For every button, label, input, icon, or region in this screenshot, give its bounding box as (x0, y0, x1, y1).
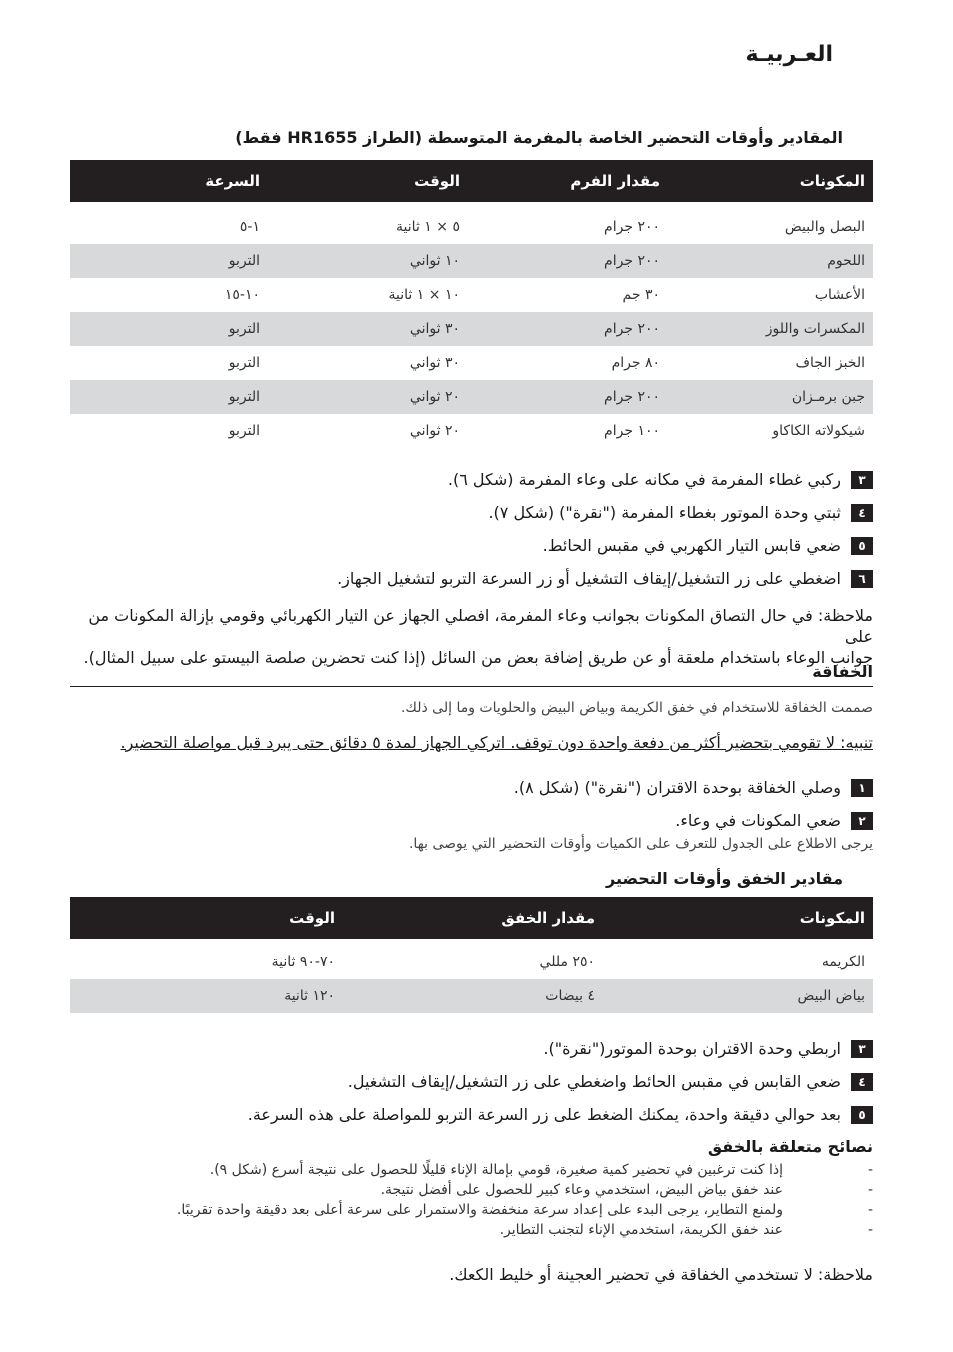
cell-amount: ٢٠٠ جرام (468, 380, 668, 414)
whisk-heading: الخفاقة (812, 662, 873, 681)
step-text: اضغطي على زر التشغيل/إيقاف التشغيل أو زر السرعة التربو لتشغيل الجهاز. (337, 569, 841, 588)
whisk-steps-a (70, 771, 873, 837)
step-item (70, 771, 873, 804)
whisk-intro: صممت الخفاقة للاستخدام في خفق الكريمة وبياض البيض والحلويات وما إلى ذلك. (400, 700, 873, 716)
cell-speed: التربو (70, 244, 268, 278)
cell-time: ٥ × ١ ثانية (396, 219, 460, 235)
col-amount: مقدار الخفق (343, 897, 603, 939)
table-row (70, 312, 873, 346)
step-number: ٣ (851, 1040, 873, 1058)
step-item (70, 496, 873, 529)
step-text: ركبي غطاء المفرمة في مكانه على وعاء المفرمة (شكل ٦). (447, 470, 841, 489)
step-text: اربطي وحدة الاقتران بوحدة الموتور("نقرة"). (543, 1039, 841, 1058)
table-row (70, 945, 873, 979)
cell-speed: ١٠-١٥ (224, 287, 260, 303)
note-line-2: جوانب الوعاء باستخدام ملعقة أو عن طريق إضافة بعض من السائل (إذا كنت تحضرين صلصة البيستو على سبيل المثال). (83, 648, 873, 667)
table-row (70, 380, 873, 414)
step-text: ضعي المكونات في وعاء. (675, 811, 841, 830)
table-row (70, 244, 873, 278)
step-number: ٥ (851, 1106, 873, 1124)
whisk-refer: يرجى الاطلاع على الجدول للتعرف على الكميات وأوقات التحضير التي يوصى بها. (408, 836, 873, 852)
chopper-table-title: المقادير وأوقات التحضير الخاصة بالمفرمة المتوسطة (الطراز HR1655 فقط) (235, 128, 843, 147)
whisk-table (70, 897, 873, 1013)
cell-time: ٢٠ ثواني (268, 380, 468, 414)
step-item (70, 1032, 873, 1065)
cell-speed: التربو (70, 312, 268, 346)
cell-ingredient: جبن برمـزان (668, 380, 873, 414)
cell-amount: ٤ بيضات (343, 979, 603, 1013)
step-number: ٢ (851, 812, 873, 830)
cell-ingredient: اللحوم (668, 244, 873, 278)
chopper-note (70, 605, 873, 668)
tips-list (70, 1160, 873, 1240)
cell-speed: التربو (228, 355, 260, 371)
step-text: وصلي الخفاقة بوحدة الاقتران ("نقرة") (شكل ٨). (513, 778, 841, 797)
list-item: - عند خفق بياض البيض، استخدمي وعاء كبير للحصول على أفضل نتيجة. (70, 1180, 873, 1200)
step-number: ٣ (851, 471, 873, 489)
col-amount: مقدار الفرم (468, 160, 668, 202)
cell-time: ١٠ × ١ ثانية (388, 287, 460, 303)
cell-time: ٣٠ ثواني (409, 355, 460, 371)
table-row (70, 979, 873, 1013)
cell-ingredient: الخبز الجاف (795, 355, 865, 371)
cell-time: ٣٠ ثواني (268, 312, 468, 346)
table-row (70, 210, 873, 244)
list-item: - عند خفق الكريمة، استخدمي الإناء لتجنب التطاير. (70, 1220, 873, 1240)
cell-amount: ١٠٠ جرام (604, 423, 660, 439)
step-item (70, 463, 873, 496)
manual-page (70, 0, 873, 1352)
list-item: - ولمنع التطاير، يرجى البدء على إعداد سرعة منخفضة والاستمرار على سرعة أعلى بعد دقيقة واحدة تقريبًا. (70, 1200, 873, 1220)
whisk-steps-b (70, 1032, 873, 1131)
table-row (70, 414, 873, 448)
col-time: الوقت (70, 897, 343, 939)
table-row (70, 278, 873, 312)
col-time: الوقت (268, 160, 468, 202)
heading-divider (70, 686, 873, 687)
cell-amount: ٢٥٠ مللي (539, 954, 595, 970)
cell-ingredient: البصل والبيض (784, 219, 865, 235)
step-number: ٤ (851, 1073, 873, 1091)
cell-amount: ٨٠ جرام (611, 355, 660, 371)
tips-title: نصائح متعلقة بالخفق (707, 1137, 873, 1156)
cell-ingredient: الأعشاب (814, 287, 865, 303)
table-row (70, 346, 873, 380)
note-line-1: ملاحظة: في حال التصاق المكونات بجوانب وعاء المفرمة، افصلي الجهاز عن التيار الكهربائي وقومي بإزالة المكونات من على (88, 606, 873, 646)
final-note: ملاحظة: لا تستخدمي الخفاقة في تحضير العجينة أو خليط الكعك. (449, 1265, 873, 1284)
cell-amount: ٣٠ جم (622, 287, 660, 303)
step-text: ثبتي وحدة الموتور بغطاء المفرمة ("نقرة") (شكل ٧). (488, 503, 841, 522)
chopper-table-header (70, 160, 873, 202)
step-text: ضعي القابس في مقبس الحائط واضغطي على زر التشغيل/إيقاف التشغيل. (347, 1072, 841, 1091)
step-text: ضعي قابس التيار الكهربي في مقبس الحائط. (542, 536, 841, 555)
col-ingredients: المكونات (603, 897, 873, 939)
cell-time: ١٠ ثواني (268, 244, 468, 278)
step-item (70, 1065, 873, 1098)
col-speed: السرعة (70, 160, 268, 202)
cell-amount: ٢٠٠ جرام (604, 219, 660, 235)
step-number: ٦ (851, 570, 873, 588)
step-item (70, 562, 873, 595)
col-ingredients: المكونات (668, 160, 873, 202)
cell-ingredient: بياض البيض (603, 979, 873, 1013)
cell-ingredient: المكسرات واللوز (668, 312, 873, 346)
cell-speed: التربو (228, 423, 260, 439)
whisk-table-title: مقادير الخفق وأوقات التحضير (605, 869, 843, 888)
cell-amount: ٢٠٠ جرام (468, 312, 668, 346)
cell-ingredient: الكريمه (821, 954, 865, 970)
chopper-table (70, 160, 873, 448)
step-item (70, 1098, 873, 1131)
cell-speed: التربو (70, 380, 268, 414)
whisk-caution: تنبيه: لا تقومي بتحضير أكثر من دفعة واحدة دون توقف. اتركي الجهاز لمدة ٥ دقائق حتى يبرد قبل مواصلة التحضير. (120, 733, 873, 752)
step-number: ٤ (851, 504, 873, 522)
chopper-steps (70, 463, 873, 595)
whisk-table-header (70, 897, 873, 939)
step-item (70, 804, 873, 837)
step-number: ١ (851, 779, 873, 797)
cell-time: ٧٠-٩٠ ثانية (271, 954, 335, 970)
cell-time: ٢٠ ثواني (409, 423, 460, 439)
cell-amount: ٢٠٠ جرام (468, 244, 668, 278)
cell-speed: ١-٥ (239, 219, 260, 235)
step-number: ٥ (851, 537, 873, 555)
list-item: - إذا كنت ترغبين في تحضير كمية صغيرة، قومي بإمالة الإناء قليلًا للحصول على نتيجة أسرع (شكل ٩). (70, 1160, 873, 1180)
step-item (70, 529, 873, 562)
cell-time: ١٢٠ ثانية (70, 979, 343, 1013)
language-title: العـربيـة (745, 42, 833, 67)
cell-ingredient: شيكولاته الكاكاو (772, 423, 865, 439)
step-text: بعد حوالي دقيقة واحدة، يمكنك الضغط على زر السرعة التربو للمواصلة على هذه السرعة. (247, 1105, 841, 1124)
